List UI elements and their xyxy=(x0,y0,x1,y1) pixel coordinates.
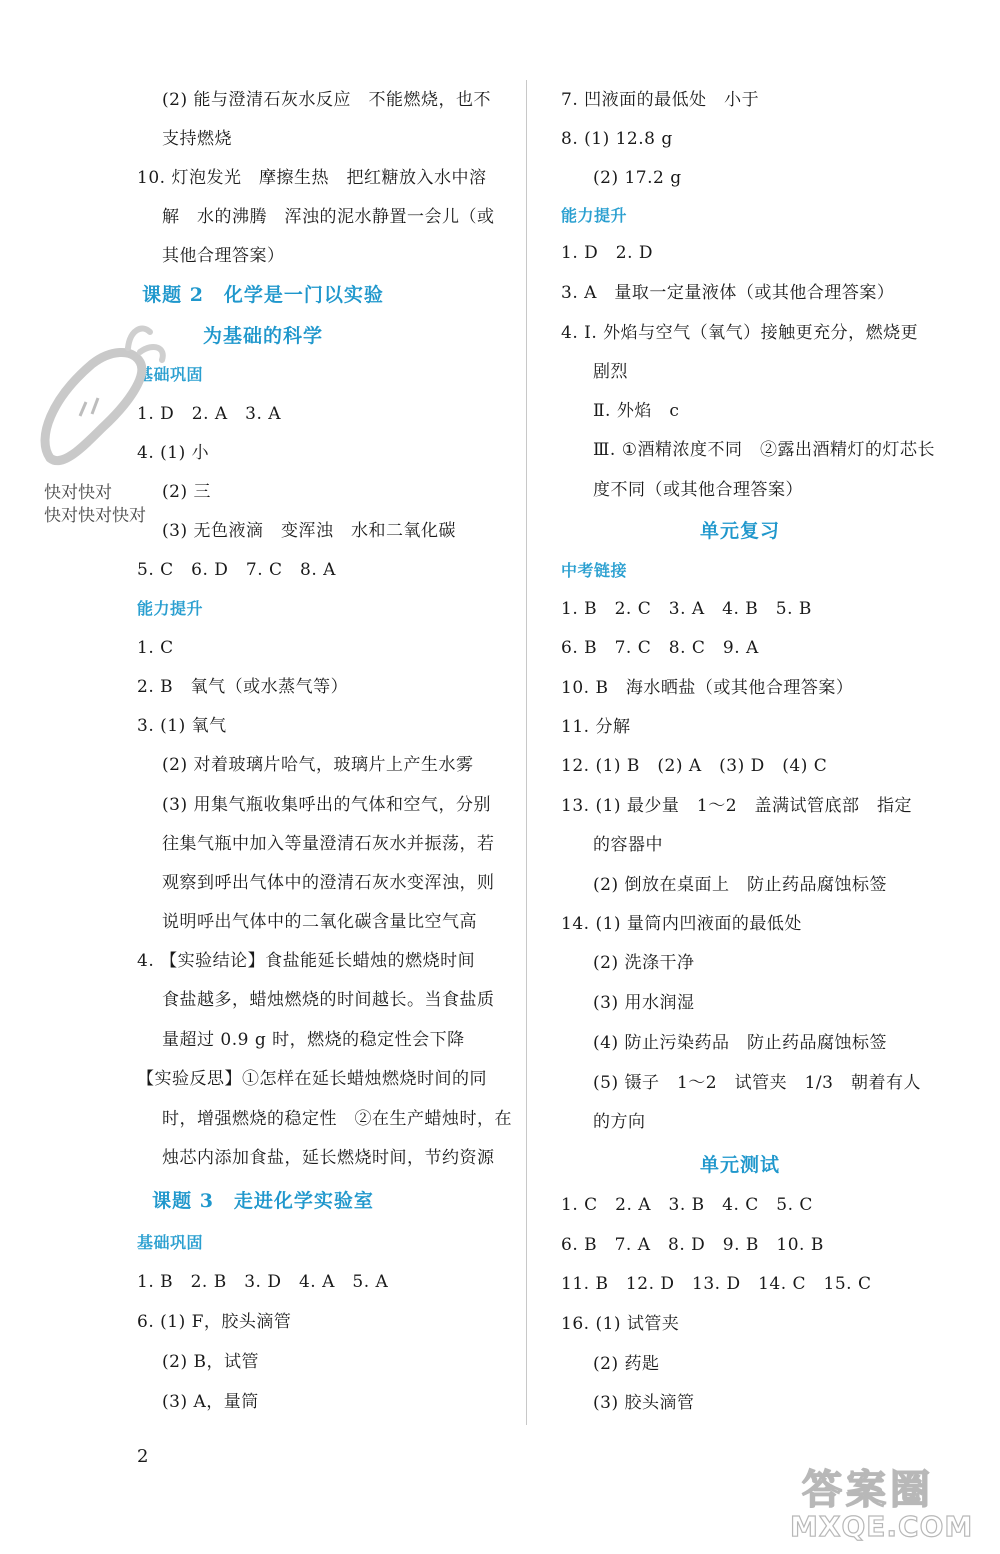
answer-line: 其他合理答案） xyxy=(162,246,285,266)
section-title: 课题 3 走进化学实验室 xyxy=(152,1190,374,1212)
section-title: 为基础的科学 xyxy=(202,325,323,347)
answer-line: 往集气瓶中加入等量澄清石灰水并振荡，若 xyxy=(162,834,495,854)
subsection-heading: 基础巩固 xyxy=(137,1233,204,1252)
answer-line: (2) 三 xyxy=(162,482,211,502)
answer-line: 11. B 12. D 13. D 14. C 15. C xyxy=(561,1274,872,1294)
subsection-heading: 能力提升 xyxy=(561,206,628,225)
answer-line: 1. D 2. A 3. A xyxy=(137,404,282,424)
watermark-line-1: 快对快对 xyxy=(44,483,112,503)
answer-line: (2) 药匙 xyxy=(593,1354,660,1374)
answer-line: (2) 能与澄清石灰水反应 不能燃烧，也不 xyxy=(162,90,491,110)
section-title: 单元复习 xyxy=(699,520,780,542)
answer-line: 5. C 6. D 7. C 8. A xyxy=(137,560,336,580)
answer-line: 4. 【实验结论】食盐能延长蜡烛的燃烧时间 xyxy=(137,951,476,971)
answer-line: 的方向 xyxy=(593,1112,646,1132)
answer-line: 1. C 2. A 3. B 4. C 5. C xyxy=(561,1195,813,1215)
answer-line: 度不同（或其他合理答案） xyxy=(593,480,803,500)
answer-line: (2) 倒放在桌面上 防止药品腐蚀标签 xyxy=(593,875,887,895)
answer-line: 3. (1) 氧气 xyxy=(137,716,227,736)
answer-line: 12. (1) B (2) A (3) D (4) C xyxy=(561,756,828,776)
answer-line: (3) 用水润湿 xyxy=(593,993,695,1013)
watermark-line-2: 快对快对快对 xyxy=(44,506,146,526)
answer-line: 3. A 量取一定量液体（或其他合理答案） xyxy=(561,283,895,303)
answer-line: 的容器中 xyxy=(593,835,663,855)
answer-line: (3) 用集气瓶收集呼出的气体和空气，分别 xyxy=(162,795,491,815)
answer-line: Ⅲ. ①酒精浓度不同 ②露出酒精灯的灯芯长 xyxy=(593,440,935,460)
answer-line: 11. 分解 xyxy=(561,717,631,737)
answer-line: (3) A，量筒 xyxy=(162,1392,259,1412)
answer-line: 观察到呼出气体中的澄清石灰水变浑浊，则 xyxy=(162,873,495,893)
answer-line: (2) 洗涤干净 xyxy=(593,953,695,973)
answer-line: Ⅱ. 外焰 c xyxy=(593,401,680,421)
answer-line: (4) 防止污染药品 防止药品腐蚀标签 xyxy=(593,1033,887,1053)
answer-line: (2) 17.2 g xyxy=(593,168,682,188)
answer-line: 16. (1) 试管夹 xyxy=(561,1314,680,1334)
column-divider xyxy=(526,80,527,1425)
answer-line: 14. (1) 量筒内凹液面的最低处 xyxy=(561,914,802,934)
answer-line: 6. B 7. C 8. C 9. A xyxy=(561,638,759,658)
answer-line: 10. 灯泡发光 摩擦生热 把红糖放入水中溶 xyxy=(137,168,487,188)
answer-line: (3) 胶头滴管 xyxy=(593,1393,695,1413)
answer-line: (5) 镊子 1～2 试管夹 1/3 朝着有人 xyxy=(593,1073,921,1093)
subsection-heading: 基础巩固 xyxy=(137,365,204,384)
answer-line: 8. (1) 12.8 g xyxy=(561,129,673,149)
section-title: 单元测试 xyxy=(699,1154,780,1176)
answer-line: 6. (1) F，胶头滴管 xyxy=(137,1312,292,1332)
section-title: 课题 2 化学是一门以实验 xyxy=(142,284,384,306)
answer-line: 【实验反思】①怎样在延长蜡烛燃烧时间的同 xyxy=(137,1069,487,1089)
answer-line: 4. Ⅰ. 外焰与空气（氧气）接触更充分，燃烧更 xyxy=(561,323,919,343)
answer-line: 烛芯内添加食盐，延长燃烧时间，节约资源 xyxy=(162,1148,495,1168)
answer-line: 剧烈 xyxy=(593,362,628,382)
answer-line: (3) 无色液滴 变浑浊 水和二氧化碳 xyxy=(162,521,456,541)
answer-line: 2. B 氧气（或水蒸气等） xyxy=(137,677,349,697)
carrot-watermark-icon xyxy=(32,318,172,468)
answer-line: 4. (1) 小 xyxy=(137,443,210,463)
subsection-heading: 能力提升 xyxy=(137,599,204,618)
answer-line: 解 水的沸腾 浑浊的泥水静置一会儿（或 xyxy=(162,207,495,227)
answer-line: 1. B 2. C 3. A 4. B 5. B xyxy=(561,599,812,619)
page-number: 2 xyxy=(137,1446,149,1467)
answer-line: 1. C xyxy=(137,638,174,658)
site-watermark xyxy=(782,1458,992,1550)
answer-line: 食盐越多，蜡烛燃烧的时间越长。当食盐质 xyxy=(162,990,495,1010)
answer-line: 6. B 7. A 8. D 9. B 10. B xyxy=(561,1235,824,1255)
site-watermark-url: MXQE.COM xyxy=(790,1510,974,1543)
answer-line: 支持燃烧 xyxy=(162,129,232,149)
answer-line: 说明呼出气体中的二氧化碳含量比空气高 xyxy=(162,912,477,932)
answer-line: (2) B，试管 xyxy=(162,1352,259,1372)
answer-line: 1. B 2. B 3. D 4. A 5. A xyxy=(137,1272,389,1292)
answer-line: 10. B 海水晒盐（或其他合理答案） xyxy=(561,678,854,698)
answer-line: 13. (1) 最少量 1～2 盖满试管底部 指定 xyxy=(561,796,913,816)
subsection-heading: 中考链接 xyxy=(561,561,628,580)
answer-line: 量超过 0.9 g 时，燃烧的稳定性会下降 xyxy=(162,1030,465,1050)
answer-line: 7. 凹液面的最低处 小于 xyxy=(561,90,760,110)
answer-line: (2) 对着玻璃片哈气，玻璃片上产生水雾 xyxy=(162,755,474,775)
answer-line: 1. D 2. D xyxy=(561,243,654,263)
site-watermark-logo: 答案圈 xyxy=(802,1467,934,1513)
answer-line: 时，增强燃烧的稳定性 ②在生产蜡烛时，在 xyxy=(162,1109,512,1129)
